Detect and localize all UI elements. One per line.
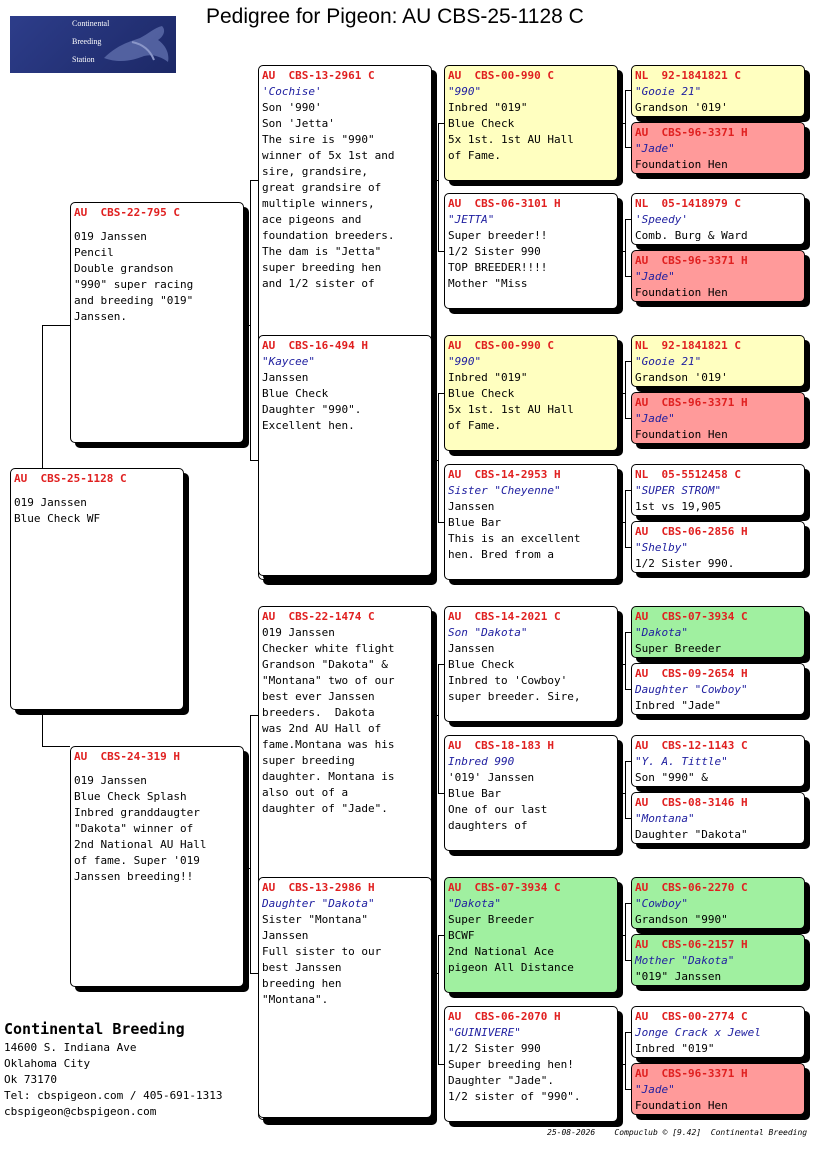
pigeon-card-sire[interactable]: [70, 202, 244, 443]
ring-number: NL 92-1841821 C: [635, 69, 741, 82]
pedigree-note: was 2nd AU Hall of: [262, 722, 382, 735]
pigeon-name: "Shelby": [635, 541, 688, 554]
pedigree-note: Grandson '019': [635, 371, 728, 384]
address-block: [4, 1018, 223, 1120]
connector-line: [250, 715, 258, 716]
pedigree-note: Super breeding hen!: [448, 1058, 574, 1071]
ring-number: NL 05-5512458 C: [635, 468, 741, 481]
connector-line: [625, 632, 631, 633]
spacer: [74, 765, 240, 773]
pigeon-name: "Jade": [635, 142, 675, 155]
pedigree-note: The dam is "Jetta": [262, 245, 382, 258]
pedigree-note: Daughter "990".: [262, 403, 362, 416]
pigeon-name: "Cowboy": [635, 897, 688, 910]
pedigree-note: 1/2 Sister 990: [448, 1042, 541, 1055]
connector-line: [625, 490, 626, 547]
connector-line: [250, 460, 258, 461]
connector-line: [42, 715, 43, 746]
pedigree-note: One of our last: [448, 803, 548, 816]
ring-number: AU CBS-25-1128 C: [14, 472, 127, 485]
connector-line: [625, 490, 631, 491]
pedigree-note: Daughter "Jade".: [448, 1074, 554, 1087]
pigeon-card-great-grandparent[interactable]: [444, 877, 618, 993]
ring-number: AU CBS-22-795 C: [74, 206, 180, 219]
pedigree-note: super breeder. Sire,: [448, 690, 581, 703]
ring-number: AU CBS-14-2021 C: [448, 610, 561, 623]
connector-line: [250, 715, 251, 973]
pedigree-note: sire, grandsire,: [262, 165, 368, 178]
connector-line: [438, 123, 444, 124]
pigeon-card-great-grandparent[interactable]: [444, 606, 618, 722]
connector-line: [618, 935, 626, 936]
connector-line: [618, 251, 626, 252]
connector-line: [438, 123, 439, 251]
pigeon-name: "Y. A. Tittle": [635, 755, 728, 768]
connector-line: [432, 460, 439, 461]
connector-line: [244, 325, 251, 326]
pedigree-note: Inbred granddaugter: [74, 806, 200, 819]
pedigree-note: Foundation Hen: [635, 158, 728, 171]
pedigree-note: 2nd National AU Hall: [74, 838, 207, 851]
pedigree-note: Super breeder!!: [448, 229, 548, 242]
pedigree-note: Inbred "Jade": [635, 699, 722, 712]
pedigree-note: Blue Check: [448, 117, 515, 130]
pedigree-note: Checker white flight: [262, 642, 395, 655]
pedigree-note: Blue Bar: [448, 787, 501, 800]
pedigree-note: Janssen: [448, 642, 495, 655]
pigeon-card-gg-grandparent[interactable]: [631, 521, 805, 573]
pedigree-note: best Janssen: [262, 961, 342, 974]
pedigree-note: Janssen: [262, 929, 309, 942]
page-title: Pedigree for Pigeon: AU CBS-25-1128 C: [206, 5, 584, 28]
ring-number: AU CBS-96-3371 H: [635, 1067, 748, 1080]
connector-line: [625, 418, 631, 419]
pigeon-name: "Gooie 21": [635, 85, 702, 98]
pigeon-name: Sister "Cheyenne": [448, 484, 561, 497]
pigeon-name: Daughter "Cowboy": [635, 683, 748, 696]
connector-line: [618, 664, 626, 665]
pedigree-note: TOP BREEDER!!!!: [448, 261, 548, 274]
connector-line: [625, 689, 631, 690]
pedigree-note: 019 Janssen: [262, 626, 335, 639]
pigeon-card-grandparent[interactable]: [258, 335, 432, 576]
connector-line: [432, 180, 439, 181]
ring-number: AU CBS-06-2270 C: [635, 881, 748, 894]
pedigree-note: winner of 5x 1st and: [262, 149, 395, 162]
ring-number: AU CBS-13-2986 H: [262, 881, 375, 894]
pedigree-note: This is an excellent: [448, 532, 581, 545]
footer: 25-08-2026 Compuclub © [9.42] Continental Breeding: [547, 1128, 808, 1137]
connector-line: [618, 393, 626, 394]
pedigree-note: Blue Check: [448, 387, 515, 400]
pedigree-note: Foundation Hen: [635, 286, 728, 299]
connector-line: [625, 361, 631, 362]
pedigree-note: Son 'Jetta': [262, 117, 335, 130]
pedigree-note: 019 Janssen: [74, 230, 147, 243]
pedigree-note: Janssen: [448, 500, 495, 513]
pigeon-card-great-grandparent[interactable]: [444, 65, 618, 181]
pigeon-name: Mother "Dakota": [635, 954, 735, 967]
pedigree-note: breeding hen: [262, 977, 342, 990]
pedigree-note: Foundation Hen: [635, 1099, 728, 1112]
connector-line: [438, 793, 444, 794]
pedigree-note: "Montana".: [262, 993, 329, 1006]
pedigree-note: of Fame.: [448, 419, 501, 432]
connector-line: [618, 793, 626, 794]
address-line: Oklahoma City: [4, 1057, 91, 1070]
connector-line: [438, 935, 439, 1064]
ring-number: AU CBS-13-2961 C: [262, 69, 375, 82]
pigeon-name: "Kaycee": [262, 355, 315, 368]
connector-line: [42, 325, 70, 326]
pedigree-note: daughter. Montana is: [262, 770, 395, 783]
connector-line: [625, 219, 626, 276]
ring-number: AU CBS-06-2856 H: [635, 525, 748, 538]
connector-line: [42, 746, 70, 747]
pedigree-note: and 1/2 sister of: [262, 277, 375, 290]
address-line: cbspigeon@cbspigeon.com: [4, 1105, 157, 1118]
pedigree-note: daughter of "Jade".: [262, 802, 388, 815]
pedigree-note: Super Breeder: [448, 913, 535, 926]
ring-number: AU CBS-96-3371 H: [635, 396, 748, 409]
spacer: [74, 221, 240, 229]
ring-number: AU CBS-00-2774 C: [635, 1010, 748, 1023]
pigeon-card-gg-grandparent[interactable]: [631, 606, 805, 658]
pigeon-name: Son "Dakota": [448, 626, 528, 639]
pedigree-note: BCWF: [448, 929, 475, 942]
pedigree-note: 5x 1st. 1st AU Hall: [448, 403, 574, 416]
pedigree-note: 1st vs 19,905: [635, 500, 722, 513]
ring-number: AU CBS-00-990 C: [448, 339, 554, 352]
connector-line: [432, 715, 439, 716]
pigeon-name: 'Speedy': [635, 213, 688, 226]
pigeon-name: "JETTA": [448, 213, 495, 226]
pedigree-note: "Montana" two of our: [262, 674, 395, 687]
connector-line: [438, 251, 444, 252]
connector-line: [625, 276, 631, 277]
pigeon-name: "SUPER STROM": [635, 484, 722, 497]
pedigree-note: Grandson '019': [635, 101, 728, 114]
pigeon-card-gg-grandparent[interactable]: [631, 464, 805, 516]
connector-line: [618, 123, 626, 124]
connector-line: [438, 393, 444, 394]
pigeon-card-great-grandparent[interactable]: [444, 735, 618, 851]
pedigree-note: Blue Check: [262, 387, 329, 400]
pedigree-note: multiple winners,: [262, 197, 375, 210]
pedigree-note: Excellent hen.: [262, 419, 355, 432]
pigeon-card-gg-grandparent[interactable]: [631, 392, 805, 444]
pigeon-card-grandparent[interactable]: [258, 877, 432, 1118]
pigeon-card-great-grandparent[interactable]: [444, 335, 618, 451]
pedigree-note: super breeding: [262, 754, 355, 767]
address-line: Tel: cbspigeon.com / 405-691-1313: [4, 1089, 223, 1102]
pigeon-name: "Jade": [635, 412, 675, 425]
connector-line: [625, 147, 631, 148]
connector-line: [438, 522, 444, 523]
connector-line: [625, 903, 631, 904]
pigeon-name: "990": [448, 355, 482, 368]
connector-line: [625, 632, 626, 689]
pedigree-note: 019 Janssen: [14, 496, 87, 509]
ring-number: AU CBS-06-2157 H: [635, 938, 748, 951]
pigeon-name: "Dakota": [448, 897, 501, 910]
ring-number: AU CBS-07-3934 C: [635, 610, 748, 623]
ring-number: AU CBS-96-3371 H: [635, 254, 748, 267]
pedigree-note: "990" super racing: [74, 278, 194, 291]
pigeon-card-gg-grandparent[interactable]: [631, 193, 805, 245]
pedigree-note: 2nd National Ace: [448, 945, 554, 958]
pedigree-note: Comb. Burg & Ward: [635, 229, 748, 242]
pedigree-note: and breeding "019": [74, 294, 194, 307]
logo-line-1: Continental: [72, 19, 110, 28]
ring-number: AU CBS-24-319 H: [74, 750, 180, 763]
pedigree-note: Sister "Montana": [262, 913, 368, 926]
pedigree-note: Son '990': [262, 101, 322, 114]
ring-number: AU CBS-14-2953 H: [448, 468, 561, 481]
connector-line: [625, 361, 626, 418]
pedigree-note: Blue Bar: [448, 516, 501, 529]
pedigree-note: Foundation Hen: [635, 428, 728, 441]
pigeon-name: "GUINIVERE": [448, 1026, 521, 1039]
pedigree-note: 1/2 sister of "990".: [448, 1090, 581, 1103]
pigeon-card-gg-grandparent[interactable]: [631, 65, 805, 117]
connector-line: [625, 547, 631, 548]
pedigree-note: Grandson "990": [635, 913, 728, 926]
pedigree-note: Janssen breeding!!: [74, 870, 194, 883]
pedigree-note: 1/2 Sister 990: [448, 245, 541, 258]
pigeon-card-gg-grandparent[interactable]: [631, 877, 805, 929]
pedigree-note: "Dakota" winner of: [74, 822, 194, 835]
pigeon-card-dam[interactable]: [70, 746, 244, 987]
pedigree-note: Inbred "019": [635, 1042, 715, 1055]
pigeon-name: Jonge Crack x Jewel: [635, 1026, 761, 1039]
connector-line: [244, 868, 251, 869]
pigeon-name: "Jade": [635, 1083, 675, 1096]
pedigree-note: Mother "Miss: [448, 277, 528, 290]
pigeon-card-great-grandparent[interactable]: [444, 464, 618, 580]
connector-line: [625, 761, 626, 818]
address-line: 14600 S. Indiana Ave: [4, 1041, 137, 1054]
pedigree-note: 1/2 Sister 990.: [635, 557, 735, 570]
ring-number: AU CBS-06-2070 H: [448, 1010, 561, 1023]
ring-number: AU CBS-96-3371 H: [635, 126, 748, 139]
pigeon-name: 'Cochise': [262, 85, 322, 98]
pigeon-icon: [102, 24, 172, 70]
pedigree-note: Blue Check WF: [14, 512, 101, 525]
ring-number: AU CBS-00-990 C: [448, 69, 554, 82]
ring-number: AU CBS-07-3934 C: [448, 881, 561, 894]
connector-line: [625, 761, 631, 762]
pedigree-note: The sire is "990": [262, 133, 375, 146]
pedigree-note: Super Breeder: [635, 642, 722, 655]
pedigree-note: best ever Janssen: [262, 690, 375, 703]
connector-line: [618, 1064, 626, 1065]
connector-line: [438, 393, 439, 522]
pigeon-name: Daughter "Dakota": [262, 897, 375, 910]
pedigree-note: 5x 1st. 1st AU Hall: [448, 133, 574, 146]
ring-number: AU CBS-06-3101 H: [448, 197, 561, 210]
logo-line-3: Station: [72, 55, 95, 64]
pigeon-card-gg-grandparent[interactable]: [631, 934, 805, 986]
connector-line: [625, 1089, 631, 1090]
connector-line: [625, 1032, 631, 1033]
pigeon-card-gg-grandparent[interactable]: [631, 1063, 805, 1115]
pedigree-note: Full sister to our: [262, 945, 382, 958]
pedigree-note: '019' Janssen: [448, 771, 535, 784]
pedigree-note: ace pigeons and: [262, 213, 362, 226]
ring-number: AU CBS-08-3146 H: [635, 796, 748, 809]
pigeon-name: "Montana": [635, 812, 695, 825]
pedigree-note: hen. Bred from a: [448, 548, 554, 561]
connector-line: [432, 973, 439, 974]
pedigree-note: Janssen: [262, 371, 309, 384]
pedigree-note: foundation breeders.: [262, 229, 395, 242]
org-name: Continental Breeding: [4, 1020, 185, 1038]
pigeon-card-great-grandparent[interactable]: [444, 193, 618, 309]
pedigree-note: Janssen.: [74, 310, 127, 323]
pigeon-name: "Jade": [635, 270, 675, 283]
pedigree-note: pigeon All Distance: [448, 961, 574, 974]
pedigree-note: Inbred "019": [448, 101, 528, 114]
connector-line: [625, 903, 626, 960]
pigeon-card-gg-grandparent[interactable]: [631, 335, 805, 387]
pedigree-note: Inbred "019": [448, 371, 528, 384]
pigeon-card-gg-grandparent[interactable]: [631, 663, 805, 715]
connector-line: [618, 522, 626, 523]
logo-line-2: Breeding: [72, 37, 102, 46]
pedigree-note: Son "990" &: [635, 771, 708, 784]
pedigree-note: of fame. Super '019: [74, 854, 200, 867]
ring-number: AU CBS-18-183 H: [448, 739, 554, 752]
pedigree-note: Grandson "Dakota" &: [262, 658, 388, 671]
connector-line: [438, 935, 444, 936]
pedigree-note: Double grandson: [74, 262, 174, 275]
pigeon-card-gg-grandparent[interactable]: [631, 792, 805, 844]
pedigree-note: Daughter "Dakota": [635, 828, 748, 841]
pigeon-card-gg-grandparent[interactable]: [631, 735, 805, 787]
pedigree-note: great grandsire of: [262, 181, 382, 194]
pedigree-note: "019" Janssen: [635, 970, 722, 983]
pigeon-name: Inbred 990: [448, 755, 515, 768]
ring-number: AU CBS-22-1474 C: [262, 610, 375, 623]
pigeon-card-great-grandparent[interactable]: [444, 1006, 618, 1122]
pedigree-note: Inbred to 'Cowboy': [448, 674, 568, 687]
pedigree-note: Pencil: [74, 246, 114, 259]
spacer: [14, 487, 180, 495]
connector-line: [438, 1064, 444, 1065]
connector-line: [625, 90, 631, 91]
ring-number: AU CBS-09-2654 H: [635, 667, 748, 680]
connector-line: [625, 960, 631, 961]
pedigree-note: Blue Check: [448, 658, 515, 671]
pedigree-note: super breeding hen: [262, 261, 382, 274]
pigeon-card-gg-grandparent[interactable]: [631, 1006, 805, 1058]
pedigree-note: fame.Montana was his: [262, 738, 395, 751]
connector-line: [250, 973, 258, 974]
connector-line: [625, 219, 631, 220]
pedigree-note: of Fame.: [448, 149, 501, 162]
pigeon-name: "Dakota": [635, 626, 688, 639]
address-line: Ok 73170: [4, 1073, 57, 1086]
connector-line: [250, 180, 251, 460]
pigeon-name: "990": [448, 85, 482, 98]
ring-number: NL 05-1418979 C: [635, 197, 741, 210]
pedigree-note: 019 Janssen: [74, 774, 147, 787]
ring-number: AU CBS-12-1143 C: [635, 739, 748, 752]
pedigree-note: also out of a: [262, 786, 349, 799]
pigeon-card-gg-grandparent[interactable]: [631, 122, 805, 174]
connector-line: [625, 818, 631, 819]
pedigree-note: Blue Check Splash: [74, 790, 187, 803]
connector-line: [250, 180, 258, 181]
pedigree-note: breeders. Dakota: [262, 706, 375, 719]
connector-line: [625, 1032, 626, 1089]
logo: [10, 16, 176, 73]
pigeon-name: "Gooie 21": [635, 355, 702, 368]
connector-line: [438, 664, 444, 665]
connector-line: [625, 90, 626, 147]
ring-number: AU CBS-16-494 H: [262, 339, 368, 352]
pigeon-card-gg-grandparent[interactable]: [631, 250, 805, 302]
pedigree-note: daughters of: [448, 819, 528, 832]
connector-line: [42, 325, 43, 468]
connector-line: [438, 664, 439, 793]
ring-number: NL 92-1841821 C: [635, 339, 741, 352]
pigeon-card-subject[interactable]: [10, 468, 184, 710]
